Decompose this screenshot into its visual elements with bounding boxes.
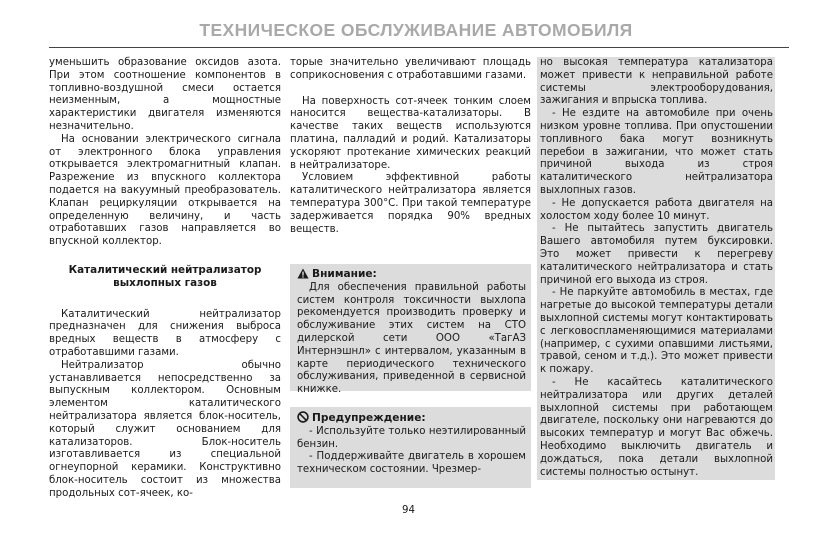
paragraph: Каталитический нейтрализатор предназначен для снижения выброса вредных веществ в атмосферу с отработавшими газами. [49, 308, 281, 358]
paragraph: торые значительно увеличивают площадь соприкосновения с отработавшими газами. [290, 57, 531, 81]
section-heading: Каталитический нейтрализатор выхлопных газов [68, 263, 262, 289]
caution-item: - Используйте только неэтилированный бензин. [297, 425, 526, 450]
paragraph: На основании электрического сигнала от электронного блока управления открывается электромагнитный клапан. Разрежение из впускного коллектора подается на вакуумный преобразователь. Клапан рециркуляции открывается на определенную величину, и часть отработавших газов направляется во впускной коллектор. [49, 133, 281, 248]
paragraph: но высокая температура катализатора может привести к неправильной работе системы электрооборудования, зажигания и впрыска топлива. [540, 57, 773, 107]
warning-box [290, 264, 531, 396]
page-header-title: ТЕХНИЧЕСКОЕ ОБСЛУЖИВАНИЕ АВТОМОБИЛЯ [199, 20, 633, 40]
text-column-2 [290, 57, 531, 236]
paragraph: уменьшить образование оксидов азота. При этом соотношение компонентов в топливно-воздушной смеси остается неизменным, а мощностные характеристики двигателя изменяются незначительно. [49, 57, 281, 132]
text-column-3 [537, 57, 775, 480]
paragraph: Условием эффективной работы каталитического нейтрализатора является температура 300°С. При такой температуре задерживается порядка 90% вредных веществ. [290, 172, 531, 235]
caution-title-row [297, 411, 526, 425]
prohibited-icon [297, 411, 309, 423]
paragraph: Нейтрализатор обычно устанавливается непосредственно за выпускным коллектором. Основным элементом каталитического нейтрализатора является блок-носитель, который служит основанием для катализаторов. Блок-носитель изготавливается из специальной огнеупорной керамики. Конструктивно блок-носитель состоит из множества продольных сот-ячеек, ко- [49, 359, 281, 499]
warning-text: Для обеспечения правильной работы систем контроля токсичности выхлопа рекомендуется производить проверку и обслуживание этих систем на СТО дилерской сети ООО «ТагАЗ Интернэшнл» с интервалом, указанным в карте периодического технического обслуживания, приведенной в сервисной книжке. [297, 281, 526, 396]
list-item: - Не ездите на автомобиле при очень низком уровне топлива. При опустошении топливного бака могут возникнуть перебои в зажигании, что может стать причиной выхода из строя каталитического нейтрализатора выхлопных газов. [540, 108, 773, 196]
list-item: - Не пытайтесь запустить двигатель Вашего автомобиля путем буксировки. Это может привести к перегреву каталитического нейтрализатора и стать причиной его выхода из строя. [540, 223, 773, 286]
list-item: - Не паркуйте автомобиль в местах, где нагретые до высокой температуры детали выхлопной системы могут контактировать с легковоспламеняющимися материалами (например, с сухими опавшими листьями, травой, сеном и т.д.). Это может привести к пожару. [540, 287, 773, 376]
text-column-1 [49, 57, 281, 501]
paragraph: На поверхность сот-ячеек тонким слоем наносится вещества-катализаторы. В качестве таких веществ используются платина, палладий и родий. Катализаторы ускоряют протекание химических реакций в нейтрализаторе. [290, 95, 531, 171]
warning-triangle-icon [297, 268, 309, 279]
list-item: - Не касайтесь каталитического нейтрализатора или других деталей выхлопной системы при работающем двигателе, поскольку они нагреваются до высоких температур и могут Вас обжечь. Необходимо выключить двигатель и дождаться, пока детали выхлопной системы полностью остынут. [540, 376, 773, 478]
caution-item: - Поддерживайте двигатель в хорошем техническом состоянии. Чрезмер- [297, 451, 526, 476]
caution-box [290, 407, 531, 488]
caution-title: Предупреждение: [312, 412, 426, 424]
header-rule [49, 47, 789, 48]
caution-continued-box [537, 57, 775, 480]
list-item: - Не допускается работа двигателя на холостом ходу более 10 минут. [540, 197, 773, 222]
warning-title: Внимание: [312, 268, 377, 280]
page-number: 94 [402, 505, 415, 516]
warning-title-row [297, 268, 526, 281]
